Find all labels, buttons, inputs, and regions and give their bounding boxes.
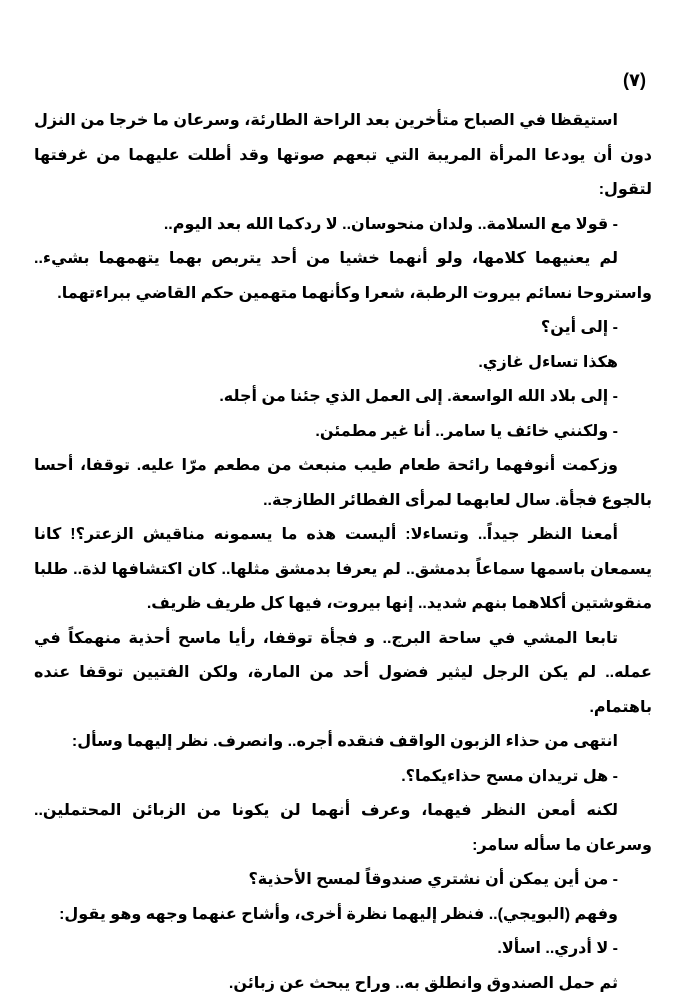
dialogue-line: - إلى بلاد الله الواسعة. إلى العمل الذي جئنا من أجله. [34,380,652,415]
paragraph: أمعنا النظر جيداً.. وتساءلا: أليست هذه ما يسمونه مناقيش الزعتر؟! كانا يسمعان باسمها سماعاً بدمشق.. لم يعرفا بدمشق مثلها.. كان اكتشافها لذة.. طلبا منقوشتين أكلاهما بنهم شديد.. إنها بيروت، فيها كل طريف ظريف. [34,518,652,622]
page-body [34,104,652,1001]
dialogue-line: - قولا مع السلامة.. ولدان منحوسان.. لا ردكما الله بعد اليوم.. [34,208,652,243]
dialogue-line: - من أين يمكن أن نشتري صندوقاً لمسح الأحذية؟ [34,863,652,898]
dialogue-line: - إلى أين؟ [34,311,652,346]
paragraph: وزكمت أنوفهما رائحة طعام طيب منبعث من مطعم مرّا عليه. توقفا، أحسا بالجوع فجأة. سال لعابهما لمرأى الفطائر الطازجة.. [34,449,652,518]
paragraph: ثم حمل الصندوق وانطلق به.. وراح يبحث عن زبائن. [34,967,652,1001]
paragraph: هكذا تساءل غازي. [34,346,652,381]
dialogue-line: - لا أدري.. اسألا. [34,932,652,967]
paragraph: لم يعنيهما كلامها، ولو أنهما خشيا من أحد يتربص بهما يتهمهما بشيء.. واستروحا نسائم بيروت الرطبة، شعرا وكأنهما متهمين حكم القاضي ببراءتهما. [34,242,652,311]
page-number: (٧) [623,70,646,91]
paragraph: انتهى من حذاء الزبون الواقف فنقده أجره.. وانصرف. نظر إليهما وسأل: [34,725,652,760]
paragraph: استيقظا في الصباح متأخرين بعد الراحة الطارئة، وسرعان ما خرجا من النزل دون أن يودعا المرأة المريبة التي تبعهم صوتها وقد أطلت عليهما من غرفتها لتقول: [34,104,652,208]
paragraph: لكنه أمعن النظر فيهما، وعرف أنهما لن يكونا من الزبائن المحتملين.. وسرعان ما سأله سامر: [34,794,652,863]
dialogue-line: - ولكنني خائف يا سامر.. أنا غير مطمئن. [34,415,652,450]
paragraph: وفهم (البويجي).. فنظر إليهما نظرة أخرى، وأشاح عنهما وجهه وهو يقول: [34,898,652,933]
dialogue-line: - هل تريدان مسح حذاءيكما؟. [34,760,652,795]
paragraph: تابعا المشي في ساحة البرج.. و فجأة توقفا، رأيا ماسح أحذية منهمكاً في عمله.. لم يكن الرجل ليثير فضول أحد من المارة، ولكن الفتيين توقفا عنده باهتمام. [34,622,652,726]
